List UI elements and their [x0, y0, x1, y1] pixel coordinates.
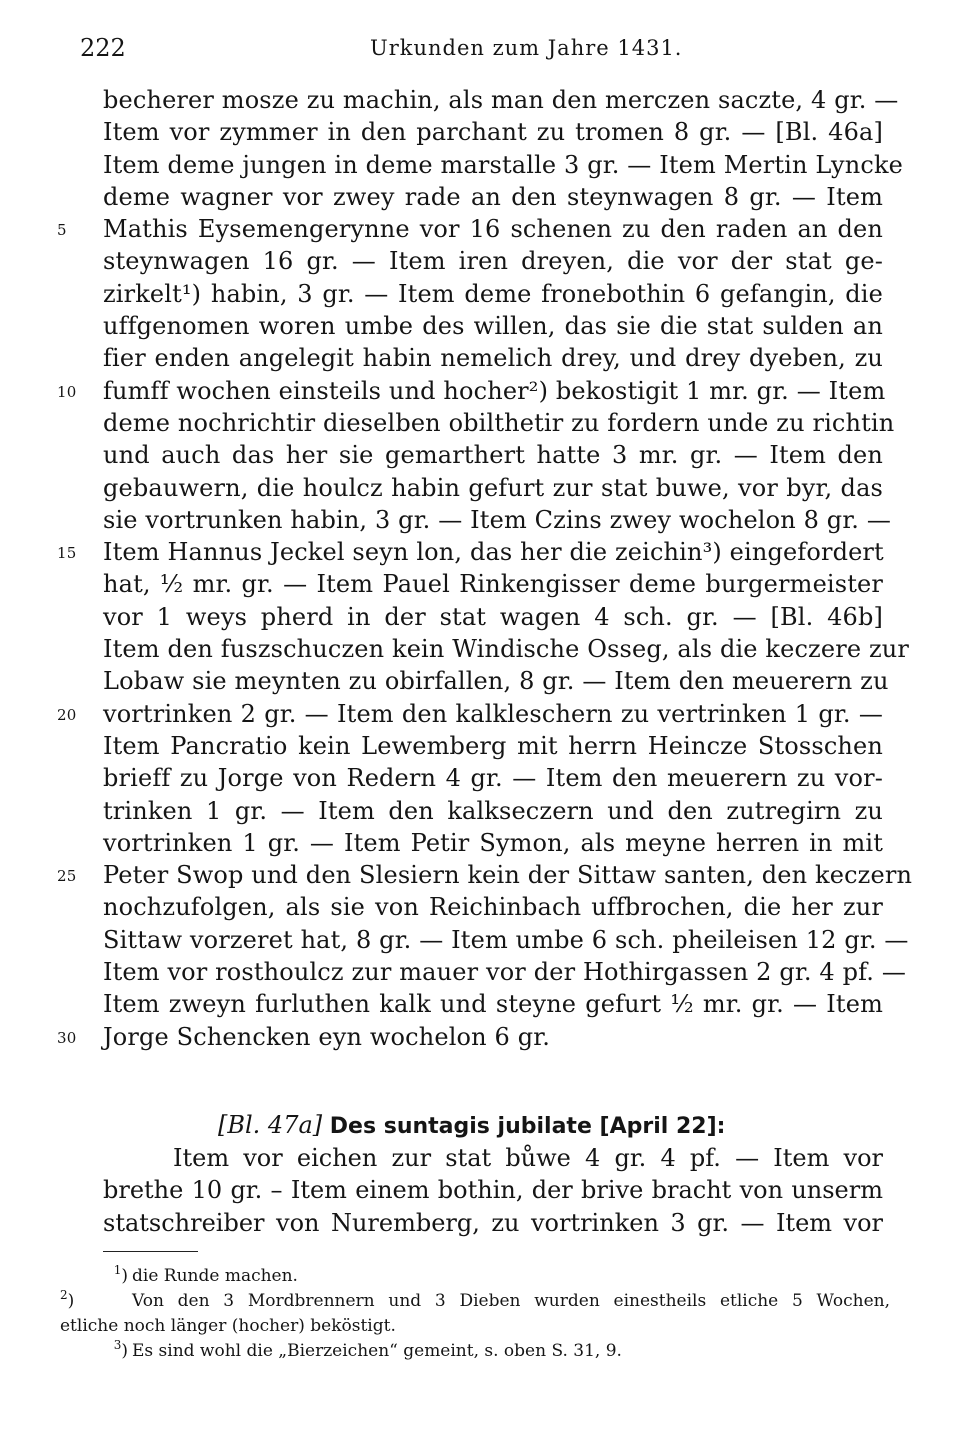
- text-line: [57, 536, 884, 568]
- line-text: vor 1 weys pherd in der stat wagen 4 sch. gr. — [Bl. 46b]: [103, 602, 883, 631]
- section-title: Des suntagis jubilate [April 22]:: [329, 1114, 726, 1139]
- line-text: Item zweyn furluthen kalk und steyne gefurt ½ mr. gr. — Item: [103, 990, 883, 1019]
- line-number: 15: [57, 544, 77, 563]
- text-line: [103, 310, 883, 342]
- footnote-text: die Runde machen.: [132, 1266, 298, 1286]
- line-text: und auch das her sie gemarthert hatte 3 mr. gr. — Item den: [103, 441, 883, 470]
- folio-reference: [Bl. 47a]: [218, 1111, 323, 1139]
- footnote-mark: 3: [113, 1338, 122, 1352]
- line-text: vortrinken 1 gr. — Item Petir Symon, als meyne herren in mit: [103, 828, 883, 857]
- line-text: becherer mosze zu machin, als man den merczen saczte, 4 gr. —: [103, 86, 899, 114]
- footnote: $^3$) Es sind wohl die „Bierzeichen“ gemeint, s. oben S. 31, 9.: [113, 1338, 622, 1361]
- text-line: [103, 149, 904, 181]
- footnote: [60, 1314, 890, 1339]
- section-line: statschreiber von Nuremberg, zu vortrinken 3 gr. — Item vor: [103, 1208, 883, 1237]
- main-text: [57, 84, 913, 1053]
- footnote: $^1$) die Runde machen.: [113, 1263, 298, 1286]
- section-heading: [103, 1108, 883, 1142]
- line-text: Item vor rosthoulcz zur mauer vor der Hothirgassen 2 gr. 4 pf. —: [103, 958, 906, 987]
- text-line: [57, 1021, 883, 1053]
- line-number: 30: [57, 1028, 77, 1047]
- line-text: steynwagen 16 gr. — Item iren dreyen, die vor der stat ge-: [103, 247, 883, 276]
- line-text: brieff zu Jorge von Redern 4 gr. — Item den meuerern zu vor-: [103, 764, 883, 793]
- text-line: [103, 633, 909, 665]
- line-text: deme wagner vor zwey rade an den steynwagen 8 gr. — Item: [103, 182, 883, 211]
- text-line: [103, 278, 883, 310]
- line-text: fumff wochen einsteils und hocher²) bekostigit 1 mr. gr. — Item: [103, 376, 886, 405]
- line-text: gebauwern, die houlcz habin gefurt zur stat buwe, vor byr, das: [103, 473, 883, 502]
- line-text: deme nochrichtir dieselben obilthetir zu fordern unde zu richtin: [103, 408, 895, 437]
- line-text: uffgenomen woren umbe des willen, das sie die stat sulden an: [103, 312, 883, 341]
- text-line: [103, 956, 906, 988]
- text-line: [103, 601, 883, 633]
- footnote-divider: [103, 1251, 198, 1252]
- page-number: 222: [80, 34, 126, 62]
- line-number: 10: [57, 382, 77, 401]
- text-line: [103, 568, 883, 600]
- line-text: Jorge Schencken eyn wochelon 6 gr.: [103, 1022, 550, 1051]
- line-text: trinken 1 gr. — Item den kalkseczern und den zutregirn zu: [103, 796, 883, 825]
- footnote-mark: 1: [113, 1263, 122, 1277]
- line-number: 25: [57, 867, 77, 886]
- line-number: 5: [57, 221, 67, 240]
- text-line: [103, 439, 883, 471]
- line-text: Item den fuszschuczen kein Windische Osseg, als die keczere zur: [103, 635, 909, 664]
- text-line: [103, 181, 883, 213]
- line-text: Peter Swop und den Slesiern kein der Sittaw santen, den keczern: [103, 861, 913, 890]
- line-text: fier enden angelegit habin nemelich drey, und drey dyeben, zu: [103, 344, 883, 373]
- footnote-text: Von den 3 Mordbrennern und 3 Dieben wurden einestheils etliche 5 Wochen,: [132, 1291, 890, 1311]
- line-text: Item Pancratio kein Lewemberg mit herrn Heincze Stosschen: [103, 731, 883, 760]
- footnote-text: etliche noch länger (hocher) beköstigt.: [60, 1316, 396, 1336]
- page-header: [80, 34, 880, 70]
- text-line: [103, 924, 909, 956]
- running-title: Urkunden zum Jahre 1431.: [370, 36, 683, 60]
- line-text: hat, ½ mr. gr. — Item Pauel Rinkengisser deme burgermeister: [103, 570, 883, 599]
- footnote-mark: 2: [60, 1288, 68, 1302]
- text-line: [103, 472, 883, 504]
- text-line: [103, 891, 883, 923]
- line-text: zirkelt¹) habin, 3 gr. — Item deme fronebothin 6 gefangin, die: [103, 279, 883, 308]
- section-jubilate: [103, 1108, 883, 1239]
- section-line: brethe 10 gr. – Item einem bothin, der brive bracht von unserm: [103, 1176, 883, 1205]
- line-text: nochzufolgen, als sie von Reichinbach uffbrochen, die her zur: [103, 893, 883, 922]
- footnote-text: Es sind wohl die „Bierzeichen“ gemeint, s. oben S. 31, 9.: [132, 1341, 622, 1361]
- line-text: Item Hannus Jeckel seyn lon, das her die zeichin³) eingefordert: [103, 538, 884, 567]
- text-line: [103, 116, 883, 148]
- text-line: [103, 795, 883, 827]
- line-text: Lobaw sie meynten zu obirfallen, 8 gr. — Item den meuerern zu: [103, 667, 889, 696]
- text-line: [103, 988, 883, 1020]
- footnote: $^2$) Von den 3 Mordbrennern und 3 Dieben wurden einestheils etliche 5 Wochen,: [60, 1288, 890, 1311]
- text-line: [103, 407, 895, 439]
- text-line: [103, 827, 883, 859]
- footnotes: [60, 1264, 890, 1364]
- text-line: [103, 84, 899, 116]
- text-line: [57, 698, 883, 730]
- section-line: Item vor eichen zur stat bůwe 4 gr. 4 pf. — Item vor: [173, 1144, 883, 1172]
- text-line: [103, 665, 889, 697]
- line-text: sie vortrunken habin, 3 gr. — Item Czins zwey wochelon 8 gr. —: [103, 505, 892, 534]
- text-line: [103, 342, 883, 374]
- text-line: [57, 375, 886, 407]
- line-text: Sittaw vorzeret hat, 8 gr. — Item umbe 6 sch. pheileisen 12 gr. —: [103, 925, 909, 954]
- text-line: [103, 730, 883, 762]
- line-number: 20: [57, 705, 77, 724]
- text-line: [103, 245, 883, 277]
- line-text: vortrinken 2 gr. — Item den kalkleschern zu vertrinken 1 gr. —: [103, 699, 883, 728]
- line-text: Item deme jungen in deme marstalle 3 gr. — Item Mertin Lyncke: [103, 150, 904, 179]
- line-text: Mathis Eysemengerynne vor 16 schenen zu den raden an den: [103, 215, 883, 244]
- line-text: Item vor zymmer in den parchant zu tromen 8 gr. — [Bl. 46a]: [103, 118, 883, 147]
- text-line: [57, 213, 883, 245]
- text-line: [103, 504, 892, 536]
- text-line: [57, 859, 913, 891]
- text-line: [103, 762, 883, 794]
